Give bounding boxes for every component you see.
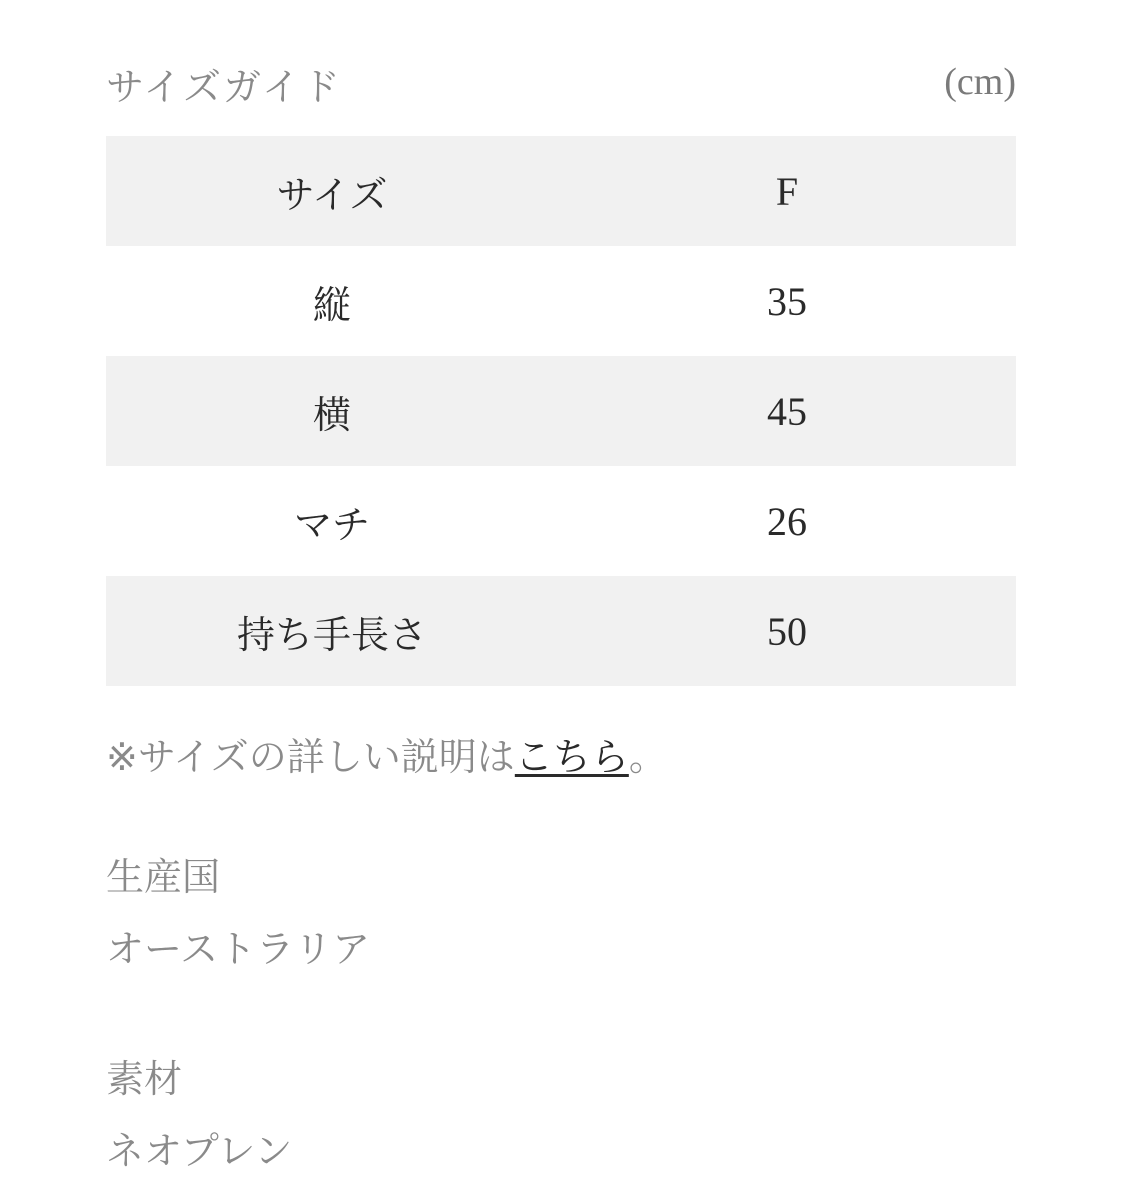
- row-value: 35: [767, 278, 807, 324]
- material-value: ネオプレン: [106, 1129, 293, 1173]
- table-row: [106, 466, 1016, 576]
- size-note-text: ※サイズの詳しい説明は: [106, 735, 515, 779]
- origin-value: オーストラリア: [106, 927, 371, 971]
- row-label: 持ち手長さ: [106, 576, 558, 686]
- size-guide-header: [106, 48, 1016, 112]
- row-value: 45: [558, 356, 1016, 466]
- table-row-header: [106, 136, 1016, 246]
- table-row: [106, 246, 1016, 356]
- size-note-suffix: 。: [628, 735, 667, 779]
- row-label: マチ: [293, 502, 370, 547]
- row-value: F: [558, 136, 1016, 246]
- size-note: [106, 726, 667, 781]
- origin-label: 生産国: [106, 855, 221, 899]
- row-value: 26: [767, 498, 807, 544]
- row-value: 50: [558, 576, 1016, 686]
- row-label: サイズ: [106, 136, 558, 246]
- row-label: 横: [106, 356, 558, 466]
- material-label: 素材: [106, 1057, 183, 1101]
- unit-label: (cm): [944, 61, 1016, 103]
- row-label: 縦: [312, 282, 351, 327]
- table-row: [106, 576, 1016, 686]
- size-guide-title: サイズガイド: [106, 65, 342, 109]
- size-table: [106, 136, 1016, 686]
- size-detail-link[interactable]: こちら: [514, 735, 629, 779]
- table-row: [106, 356, 1016, 466]
